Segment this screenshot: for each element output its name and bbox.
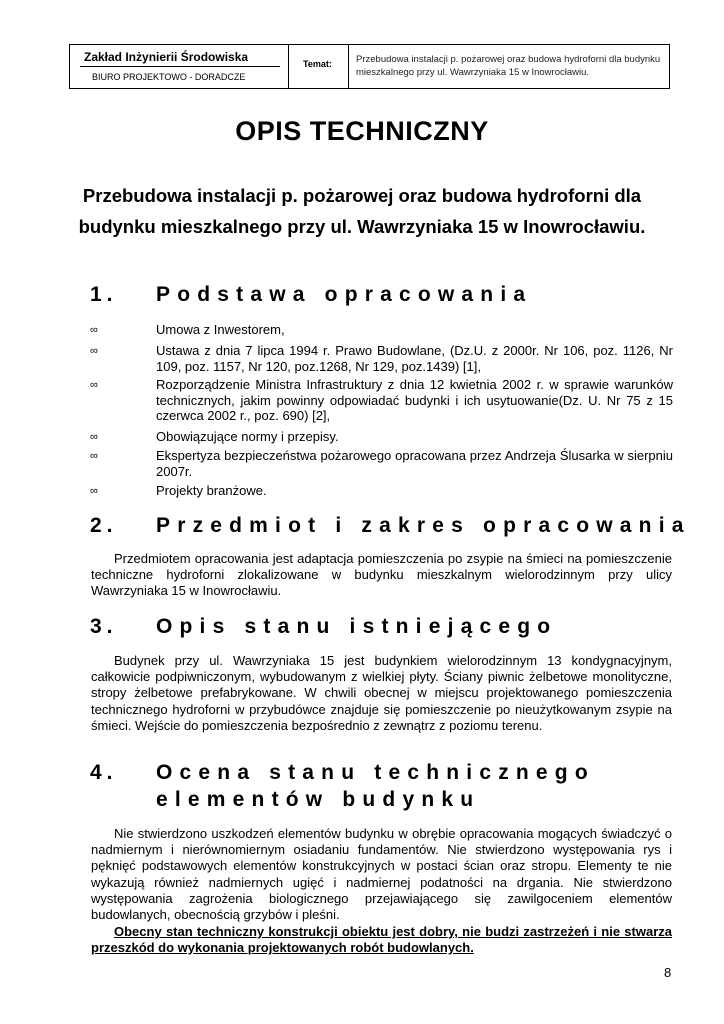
company-name: Zakład Inżynierii Środowiska: [84, 50, 249, 64]
section-1-number: 1.: [90, 283, 118, 306]
section-1-title: Podstawa opracowania: [156, 283, 533, 306]
section-2-number: 2.: [90, 514, 118, 537]
list-item-text: Obowiązujące normy i przepisy.: [156, 429, 339, 444]
section-4-title-line1: Ocena stanu technicznego: [156, 761, 595, 784]
section-2-title: Przedmiot i zakres opracowania: [156, 514, 691, 537]
section-3-paragraph: Budynek przy ul. Wawrzyniaka 15 jest budynkiem wielorodzinnym 13 kondygnacyjnym, całkowicie podpiwniczonym, wybudowanym z wielkiej płyty. Ściany piwnic żelbetowe monolityczne, stropy żelbetowe prefabrykowane. W chwili obecnej w miejscu projektowanego pomieszczenia technicznego hydroforni w przybudówce znajduje się pomieszczenie po nieużytkowanym zsypie na śmieci. Wejście do pomieszczenia bezpośrednio z zewnątrz z poziomu terenu.: [91, 653, 672, 733]
header-column-divider: [348, 45, 349, 88]
list-item-text: Projekty branżowe.: [156, 483, 267, 498]
document-title: OPIS TECHNICZNY: [235, 116, 489, 146]
list-item-text: Ustawa z dnia 7 lipca 1994 r. Prawo Budowlane, (Dz.U. z 2000r. Nr 106, poz. 1126, Nr 109, poz. 1157, Nr 120, poz.1268, Nr 129, poz.1439) [1],: [156, 343, 673, 374]
header-box: [69, 44, 670, 89]
section-3-title: Opis stanu istniejącego: [156, 615, 558, 638]
list-item-text: Ekspertyza bezpieczeństwa pożarowego opracowana przez Andrzeja Ślusarka w sierpniu 2007r.: [156, 448, 673, 479]
list-item-text: Rozporządzenie Ministra Infrastruktury z dnia 12 kwietnia 2002 r. w sprawie warunków technicznych, jakim powinny odpowiadać budynki i ich usytuowanie(Dz. U. Nr 75 z 15 czerwca 2002 r., poz. 690) [2],: [156, 377, 673, 423]
temat-text: Przebudowa instalacji p. pożarowej oraz budowa hydroforni dla budynku mieszkalnego przy ul. Wawrzyniaka 15 w Inowrocławiu.: [356, 54, 661, 78]
infinity-bullet-icon: ∞: [90, 485, 98, 497]
infinity-bullet-icon: ∞: [90, 450, 98, 462]
department-name: BIURO PROJEKTOWO - DORADCZE: [92, 72, 246, 82]
section-4-conclusion: Obecny stan techniczny konstrukcji obiektu jest dobry, nie budzi zastrzeżeń i nie stwarza przeszkód do wykonania projektowanych robót budowlanych.: [91, 924, 672, 956]
section-2-paragraph: Przedmiotem opracowania jest adaptacja pomieszczenia po zsypie na śmieci na pomieszczenie techniczne hydroforni zlokalizowane w budynku mieszkalnym wielorodzinnym przy ulicy Wawrzyniaka 15 w Inowrocławiu.: [91, 551, 672, 599]
header-divider: [80, 66, 280, 67]
page-number: 8: [664, 965, 672, 980]
list-item-text: Umowa z Inwestorem,: [156, 322, 285, 337]
section-4-number: 4.: [90, 761, 118, 784]
infinity-bullet-icon: ∞: [90, 431, 98, 443]
header-underline: [69, 88, 670, 89]
header-company-cell: [70, 45, 289, 88]
section-3-number: 3.: [90, 615, 118, 638]
infinity-bullet-icon: ∞: [90, 379, 98, 391]
temat-label: Temat:: [303, 59, 332, 69]
section-4-paragraph: Nie stwierdzono uszkodzeń elementów budynku w obrębie opracowania mogących świadczyć o nadmiernym i nierównomiernym osiadaniu fundamentów. Nie stwierdzono występowania rys i pęknięć podstawowych elementów konstrukcyjnych w postaci ścian oraz stropu. Elementy te nie wykazują również nadmiernych ugięć i nadmiernej podatności na drgania. Nie stwierdzono występowania zagrożenia biologicznego przejawiającego się zawilgoceniem elementów budowlanych, obecnością grzybów i pleśni.: [91, 826, 672, 923]
infinity-bullet-icon: ∞: [90, 345, 98, 357]
section-4-title-line2: elementów budynku: [156, 788, 481, 811]
infinity-bullet-icon: ∞: [90, 324, 98, 336]
document-subtitle: Przebudowa instalacji p. pożarowej oraz budowa hydroforni dla budynku mieszkalnego przy ul. Wawrzyniaka 15 w Inowrocławiu.: [78, 185, 646, 237]
